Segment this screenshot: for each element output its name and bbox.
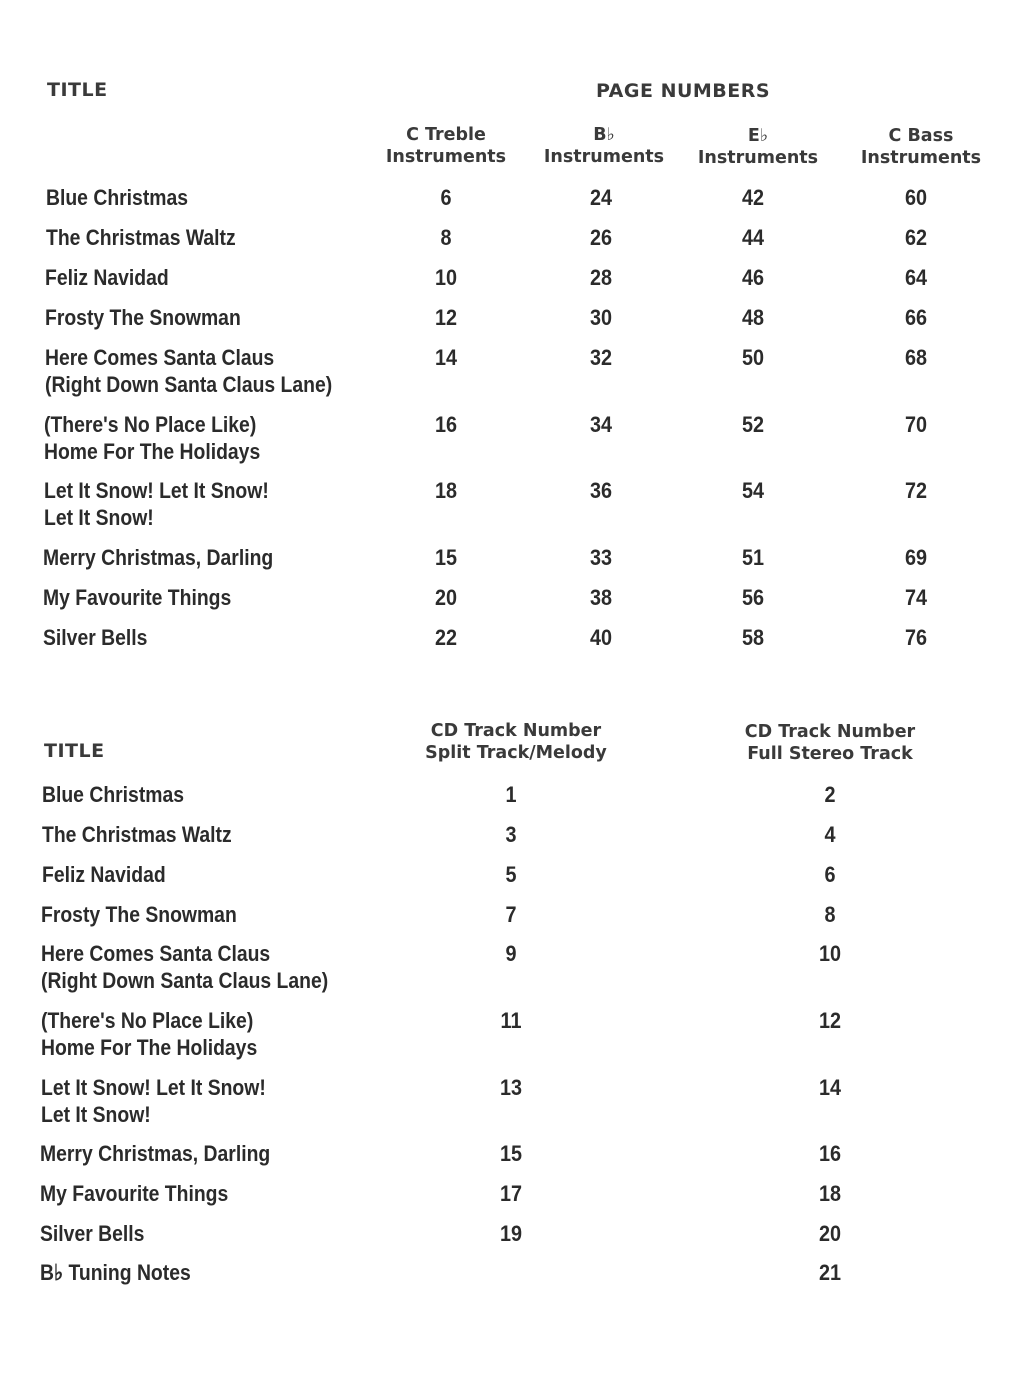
page-number-cell: 76	[904, 625, 928, 650]
page-number-cell: 60	[904, 185, 928, 210]
column-header-line: Instruments	[860, 148, 982, 168]
page-number-cell: 69	[904, 545, 928, 570]
page-number-cell: 24	[589, 185, 613, 210]
song-title	[43, 584, 231, 611]
track-number-cell: 3	[505, 822, 517, 847]
page-number-cell: 54	[741, 478, 765, 503]
page-number-cell: 48	[741, 305, 765, 330]
song-title	[43, 544, 273, 571]
page-numbers-header: PAGE NUMBERS	[596, 80, 771, 102]
song-title	[42, 821, 232, 848]
song-title	[46, 184, 188, 211]
song-title-line: Let It Snow! Let It Snow!	[44, 478, 269, 503]
song-title-line: Silver Bells	[40, 1221, 145, 1246]
column-header-b-flat	[544, 124, 664, 168]
track-number-cell: 18	[818, 1181, 842, 1206]
track-number-cell: 5	[505, 862, 517, 887]
song-title	[45, 304, 241, 331]
song-title-line: Blue Christmas	[46, 185, 189, 210]
song-title-line: Frosty The Snowman	[45, 305, 241, 330]
song-title	[40, 1140, 270, 1167]
song-title	[40, 1180, 228, 1207]
track-number-cell: 4	[824, 822, 836, 847]
track-number-cell: 9	[505, 941, 517, 966]
song-title-line: (Right Down Santa Claus Lane)	[45, 372, 333, 397]
track-number-cell: 17	[499, 1181, 523, 1206]
track-number-cell: 21	[818, 1260, 842, 1285]
column-header-line: C Bass	[888, 126, 954, 146]
song-title	[45, 264, 169, 291]
column-header-split-track	[425, 720, 607, 764]
page-number-cell: 12	[434, 305, 458, 330]
page-number-cell: 28	[589, 265, 613, 290]
song-title-line: Home For The Holidays	[41, 1035, 258, 1060]
song-title-line: B♭ Tuning Notes	[40, 1260, 191, 1285]
page-number-cell: 51	[741, 545, 765, 570]
track-number-cell: 2	[824, 782, 836, 807]
column-header-line: Instruments	[385, 147, 507, 167]
page-number-cell: 42	[741, 185, 765, 210]
song-title-line: Frosty The Snowman	[41, 902, 237, 927]
column-header-line: Instruments	[543, 147, 665, 167]
song-title-line: The Christmas Waltz	[46, 225, 236, 250]
page-number-cell: 38	[589, 585, 613, 610]
song-title	[42, 861, 166, 888]
song-title-line: Here Comes Santa Claus	[45, 345, 275, 370]
page-number-cell: 22	[434, 625, 458, 650]
track-number-cell: 14	[818, 1075, 842, 1100]
column-header-full-stereo	[745, 721, 915, 765]
page-number-cell: 64	[904, 265, 928, 290]
track-number-cell: 13	[499, 1075, 523, 1100]
page-number-cell: 66	[904, 305, 928, 330]
column-header-e-flat	[698, 125, 818, 169]
song-title-line: Merry Christmas, Darling	[40, 1141, 271, 1166]
column-header-line: CD Track Number	[430, 721, 602, 741]
page-number-cell: 34	[589, 412, 613, 437]
column-header-line: Full Stereo Track	[747, 744, 913, 764]
page-number-cell: 30	[589, 305, 613, 330]
page-number-cell: 52	[741, 412, 765, 437]
song-title	[40, 1220, 144, 1247]
song-title	[41, 940, 328, 994]
song-title-line: Blue Christmas	[42, 782, 185, 807]
column-header-line: Split Track/Melody	[425, 743, 607, 763]
track-number-cell: 20	[818, 1221, 842, 1246]
track-number-cell: 12	[818, 1008, 842, 1033]
page-number-cell: 46	[741, 265, 765, 290]
page-number-cell: 18	[434, 478, 458, 503]
page-number-cell: 74	[904, 585, 928, 610]
song-title-line: Let It Snow!	[44, 505, 154, 530]
column-header-line: Instruments	[697, 148, 819, 168]
song-title-line: My Favourite Things	[40, 1181, 229, 1206]
song-title-line: Let It Snow!	[41, 1102, 151, 1127]
column-header-line: B♭	[593, 125, 615, 145]
song-title-line: (There's No Place Like)	[44, 412, 257, 437]
song-title-line: The Christmas Waltz	[42, 822, 232, 847]
song-title	[45, 344, 332, 398]
song-title-line: My Favourite Things	[43, 585, 232, 610]
page-number-cell: 10	[434, 265, 458, 290]
page-number-cell: 33	[589, 545, 613, 570]
song-title-line: Here Comes Santa Claus	[41, 941, 271, 966]
song-title	[41, 901, 237, 928]
track-number-cell: 11	[500, 1008, 522, 1033]
song-title-line: Silver Bells	[43, 625, 148, 650]
song-title	[41, 1074, 266, 1128]
page-number-cell: 50	[741, 345, 765, 370]
page-number-cell: 40	[589, 625, 613, 650]
track-number-cell: 16	[818, 1141, 842, 1166]
page-table-title-header: TITLE	[47, 79, 108, 101]
song-title-line: Let It Snow! Let It Snow!	[41, 1075, 266, 1100]
track-table-title-header: TITLE	[44, 740, 105, 762]
page-number-cell: 56	[741, 585, 765, 610]
track-number-cell: 7	[505, 902, 517, 927]
page-number-cell: 62	[904, 225, 928, 250]
song-title	[43, 624, 147, 651]
page-number-cell: 68	[904, 345, 928, 370]
song-title-line: Merry Christmas, Darling	[43, 545, 274, 570]
page-number-cell: 8	[440, 225, 452, 250]
column-header-c-bass	[861, 125, 981, 169]
page-number-cell: 20	[434, 585, 458, 610]
page-number-cell: 70	[904, 412, 928, 437]
song-title	[41, 1007, 257, 1061]
track-number-cell: 19	[499, 1221, 523, 1246]
page-number-cell: 15	[434, 545, 458, 570]
page-number-cell: 6	[440, 185, 452, 210]
track-number-cell: 15	[499, 1141, 523, 1166]
page-number-cell: 14	[434, 345, 458, 370]
page-number-cell: 58	[741, 625, 765, 650]
song-title	[44, 477, 269, 531]
column-header-line: C Treble	[406, 125, 486, 145]
page-number-cell: 72	[904, 478, 928, 503]
track-number-cell: 1	[505, 782, 517, 807]
song-title-line: Feliz Navidad	[42, 862, 166, 887]
song-title-line: Feliz Navidad	[45, 265, 169, 290]
column-header-line: CD Track Number	[744, 722, 916, 742]
song-title	[46, 224, 236, 251]
song-title-line: (Right Down Santa Claus Lane)	[41, 968, 329, 993]
track-number-cell: 10	[818, 941, 842, 966]
track-number-cell: 8	[824, 902, 836, 927]
song-title-line: (There's No Place Like)	[41, 1008, 254, 1033]
page-number-cell: 36	[589, 478, 613, 503]
song-title	[44, 411, 260, 465]
track-number-cell: 6	[824, 862, 836, 887]
page-number-cell: 16	[434, 412, 458, 437]
page-number-cell: 32	[589, 345, 613, 370]
song-title	[40, 1259, 191, 1286]
page-number-cell: 26	[589, 225, 613, 250]
song-title	[42, 781, 184, 808]
column-header-line: E♭	[747, 126, 769, 146]
column-header-c-treble	[386, 124, 506, 168]
song-title-line: Home For The Holidays	[44, 439, 261, 464]
page-number-cell: 44	[741, 225, 765, 250]
